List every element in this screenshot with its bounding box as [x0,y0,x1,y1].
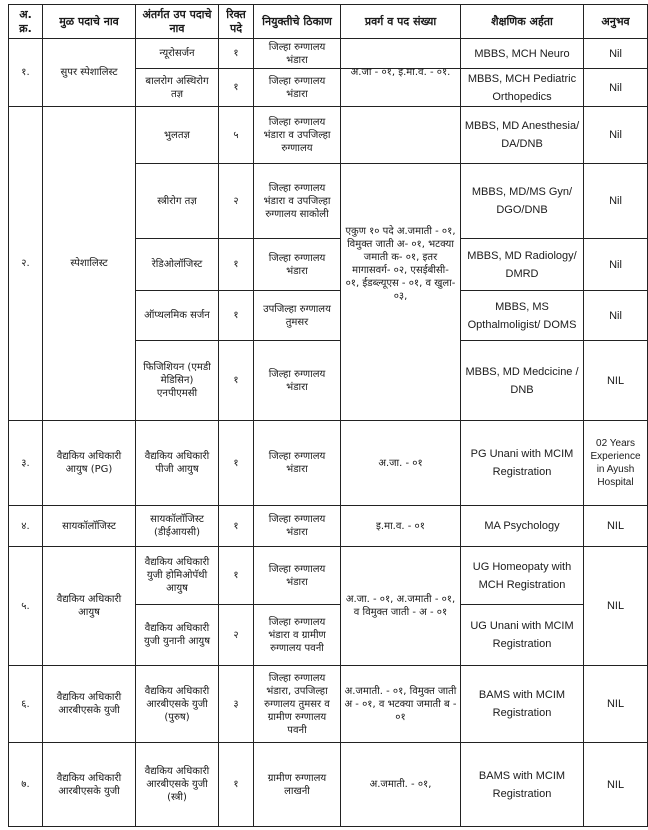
vacancy-count: १ [233,779,239,790]
experience: Nil [609,309,622,322]
row-category: अ.जमाती. - ०१, [369,779,432,790]
vacancy-count: १ [233,82,239,93]
row-post: वैद्यकिय अधिकारी आयुष (PG) [56,451,122,475]
posting-place: जिल्हा रुग्णालय भंडारा [268,451,326,475]
experience: Nil [609,195,622,207]
posting-place: जिल्हा रुग्णालय भंडारा [268,41,326,66]
row-category: अ.जा. - ०१ [378,457,423,469]
experience: NIL [606,600,625,612]
sub-post: वैद्यकिय अधिकारी पीजी आयुष [144,451,210,475]
posting-place: जिल्हा रुग्णालय भंडारा, उपजिल्हा रुग्णालय तुमसर व ग्रामीण रुग्णालय पवनी [264,672,330,736]
qualification: MBBS, MD Medcicine / DNB [465,365,579,396]
vacancy-count: २ [233,195,239,207]
experience: Nil [609,81,622,94]
posting-place: जिल्हा रुग्णालय भंडारा व ग्रामीण रुग्णालय पवनी [268,616,326,654]
vacancy-count: ५ [233,129,239,141]
sub-post: स्त्रीरोग तज्ञ [157,195,197,207]
row-category: अ.जा. - ०१, अ.जमाती - ०१, व विमुक्त जाती - अ - ०१ [345,594,456,618]
qualification: MBBS, MCH Neuro [474,47,570,60]
qualification: MBBS, MD Radiology/ DMRD [467,249,577,280]
sub-post: रेडिओलॉजिस्ट [151,259,203,270]
sub-post: वैद्यकिय अधिकारी आरबीएसके युजी (स्त्री) [144,766,210,803]
row-serial: ६. [21,698,30,710]
sub-post: ऑप्थलमिक सर्जन [144,310,210,321]
row-post: सायकॉलॉजिस्ट [62,520,116,532]
qualification: MA Psychology [484,520,560,532]
row-post: सुपर स्पेशालिस्ट [60,67,118,78]
posting-place: जिल्हा रुग्णालय भंडारा [268,368,326,393]
row-serial: ७. [21,779,30,790]
row-serial: २. [21,258,30,269]
vacancy-count: ३ [233,698,239,710]
header-place: नियुक्तीचे ठिकाण [262,14,332,28]
vacancy-count: १ [233,48,239,59]
sub-post: बालरोग अस्थिरोग तज्ञ [145,75,209,100]
qualification: BAMS with MCIM Registration [478,689,566,719]
experience: Nil [609,129,622,141]
vacancy-count: १ [233,570,239,581]
experience: NIL [606,374,625,387]
sub-post: वैद्यकिय अधिकारी युजी युनानी आयुष [143,623,211,647]
posting-place: जिल्हा रुग्णालय भंडारा [268,514,326,538]
vacancy-count: २ [233,629,239,641]
vacancy-count: १ [233,457,239,469]
row-serial: १. [21,67,30,78]
qualification: BAMS with MCIM Registration [478,769,566,800]
qualification: MBBS, MCH Pediatric Orthopedics [467,72,577,103]
sub-post: फिजिशियन (एमडी मेडिसिन) एनपीएमसी [143,362,211,399]
posting-place: उपजिल्हा रुग्णालय तुमसर [263,303,331,328]
row-category: एकुण १० पदे अ.जमाती - ०१, विमुक्त जाती अ- ०१, भटक्या जमाती क- ०१, इतर मागासवर्ग- ०२, एसईबीसी- ०१, ईडब्ल्यूएस - ०१, व खुला- ०३, [345,225,456,302]
row-post: स्पेशालिस्ट [70,258,108,269]
header-category: प्रवर्ग व पद संख्या [364,14,437,28]
row-serial: ४. [21,520,30,532]
h-line [8,826,648,827]
posting-place: जिल्हा रुग्णालय भंडारा [268,75,326,100]
experience: NIL [606,778,625,791]
qualification: PG Unani with MCIM Registration [470,448,574,478]
qualification: MBBS, MD Anesthesia/ DA/DNB [464,120,580,150]
qualification: MBBS, MS Opthalmoligist/ DOMS [467,300,577,331]
vacancy-count: १ [233,310,239,321]
qualification: MBBS, MD/MS Gyn/ DGO/DNB [471,186,573,216]
row-category: अ.जमाती. - ०१, विमुक्त जाती अ - ०१, व भटक्या जमाती ब - ०१ [344,685,457,723]
vacancy-count: १ [233,520,239,532]
row-serial: ५. [21,600,30,612]
header-experience: अनुभव [601,14,630,28]
vacancy-count: १ [233,259,239,270]
experience: NIL [606,520,625,532]
experience: Nil [609,258,622,271]
experience: Nil [609,47,622,60]
header-vacant: रिक्त पदे [226,7,246,35]
sub-post: सायकॉलॉजिस्ट (डीईआयसी) [150,514,204,538]
experience: NIL [606,698,625,710]
row-category: अ.जा - ०१, इ.मा.व. - ०१. [350,67,451,78]
posting-place: जिल्हा रुग्णालय भंडारा [268,563,326,588]
vacancy-count: १ [233,375,239,386]
row-post: वैद्यकिय अधिकारी आयुष [56,594,122,618]
qualification: UG Homeopaty with MCH Registration [472,560,572,591]
header-sub-post: अंतर्गत उप पदाचे नाव [142,7,212,35]
sub-post: भुलतज्ञ [164,129,190,141]
sub-post: न्यूरोसर्जन [159,48,195,59]
posting-place: ग्रामीण रुग्णालय लाखनी [267,772,327,797]
header-qualification: शैक्षणिक अर्हता [491,14,553,28]
posting-place: जिल्हा रुग्णालय भंडारा व उपजिल्हा रुग्णालय [263,116,331,154]
row-post: वैद्यकिय अधिकारी आरबीएसके युजी [56,772,122,797]
header-serial: अ. क्र. [19,7,32,35]
sub-post: वैद्यकिय अधिकारी आरबीएसके युजी (पुरुष) [144,685,210,723]
header-main-post: मुळ पदाचे नाव [59,14,119,28]
row-category: इ.मा.व. - ०१ [376,520,425,532]
qualification: UG Unani with MCIM Registration [470,620,574,650]
experience: 02 Years Experience in Ayush Hospital [590,438,641,488]
sub-post: वैद्यकिय अधिकारी युजी होमिओपॅथी आयुष [144,557,210,594]
row-post: वैद्यकिय अधिकारी आरबीएसके युजी [56,692,122,716]
posting-place: जिल्हा रुग्णालय भंडारा [268,252,326,277]
posting-place: जिल्हा रुग्णालय भंडारा व उपजिल्हा रुग्णालय साकोली [263,182,331,220]
row-serial: ३. [21,457,30,469]
